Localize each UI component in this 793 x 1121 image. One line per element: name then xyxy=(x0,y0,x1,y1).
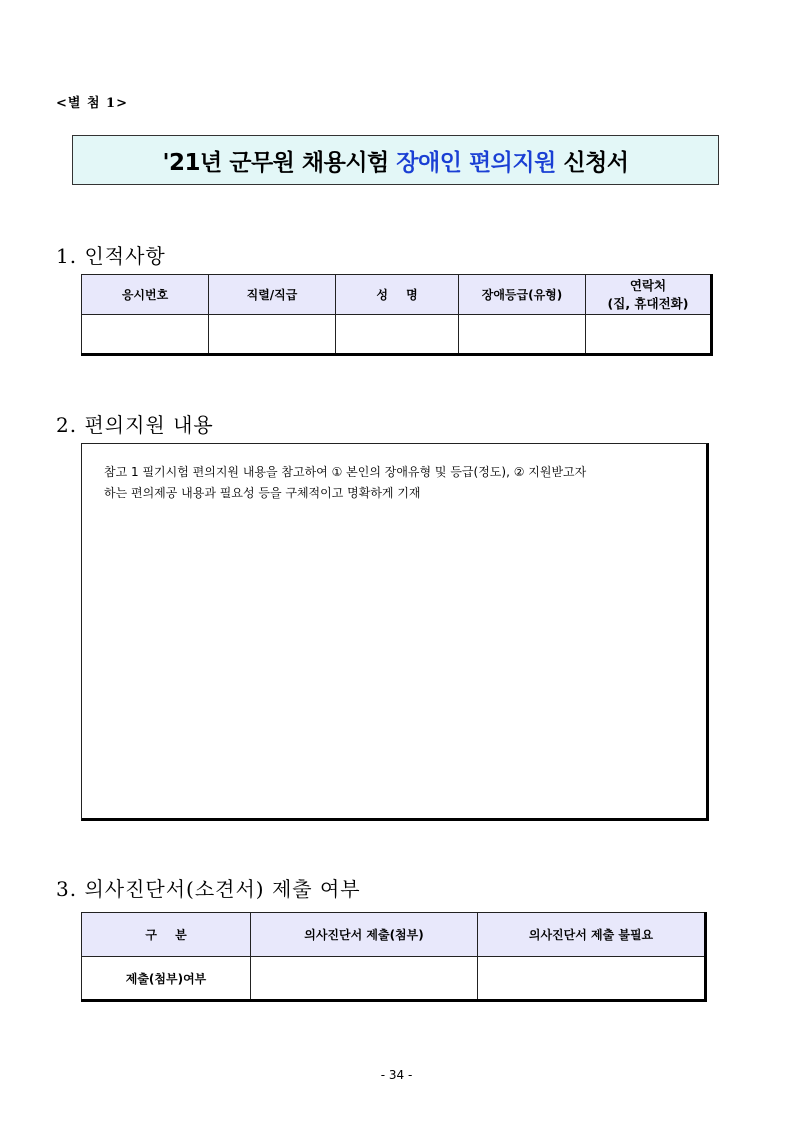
title-highlight: 장애인 편의지원 xyxy=(396,149,556,176)
contact-cell[interactable] xyxy=(586,315,712,355)
personal-info-table xyxy=(81,274,713,356)
name-cell[interactable] xyxy=(336,315,459,355)
title-part1: '21년 군무원 채용시험 xyxy=(162,149,397,176)
section2-heading: 2. 편의지원 내용 xyxy=(56,413,214,437)
form-title xyxy=(72,135,719,185)
row-label-submission: 제출(첨부)여부 xyxy=(82,957,251,1001)
section3-heading: 3. 의사진단서(소견서) 제출 여부 xyxy=(56,877,361,901)
submitted-cell[interactable] xyxy=(251,957,478,1001)
table-header-row xyxy=(82,913,706,957)
col-header-not-required: 의사진단서 제출 불필요 xyxy=(478,913,706,957)
support-content-box[interactable] xyxy=(81,443,709,821)
col-header-position: 직렬/직급 xyxy=(209,275,336,315)
table-row xyxy=(82,957,706,1001)
title-part2: 신청서 xyxy=(555,149,629,176)
disability-grade-cell[interactable] xyxy=(459,315,586,355)
exam-number-cell[interactable] xyxy=(82,315,209,355)
guide-text-line2: 하는 편의제공 내용과 필요성 등을 구체적이고 명확하게 기재 xyxy=(104,486,421,500)
col-header-submitted: 의사진단서 제출(첨부) xyxy=(251,913,478,957)
annex-label: <별 첨 1> xyxy=(56,96,128,111)
medical-certificate-table xyxy=(81,912,707,1002)
position-cell[interactable] xyxy=(209,315,336,355)
table-header-row xyxy=(82,275,712,315)
table-row xyxy=(82,315,712,355)
not-required-cell[interactable] xyxy=(478,957,706,1001)
guide-text-line1: 참고 1 필기시험 편의지원 내용을 참고하여 ① 본인의 장애유형 및 등급(정도), ② 지원받고자 xyxy=(104,465,587,479)
page-number: - 34 - xyxy=(380,1068,413,1082)
col-header-exam-number: 응시번호 xyxy=(82,275,209,315)
col-header-category: 구 분 xyxy=(82,913,251,957)
section1-heading: 1. 인적사항 xyxy=(56,244,166,268)
col-header-contact: 연락처 (집, 휴대전화) xyxy=(586,275,712,315)
col-header-name: 성 명 xyxy=(336,275,459,315)
col-header-disability-grade: 장애등급(유형) xyxy=(459,275,586,315)
